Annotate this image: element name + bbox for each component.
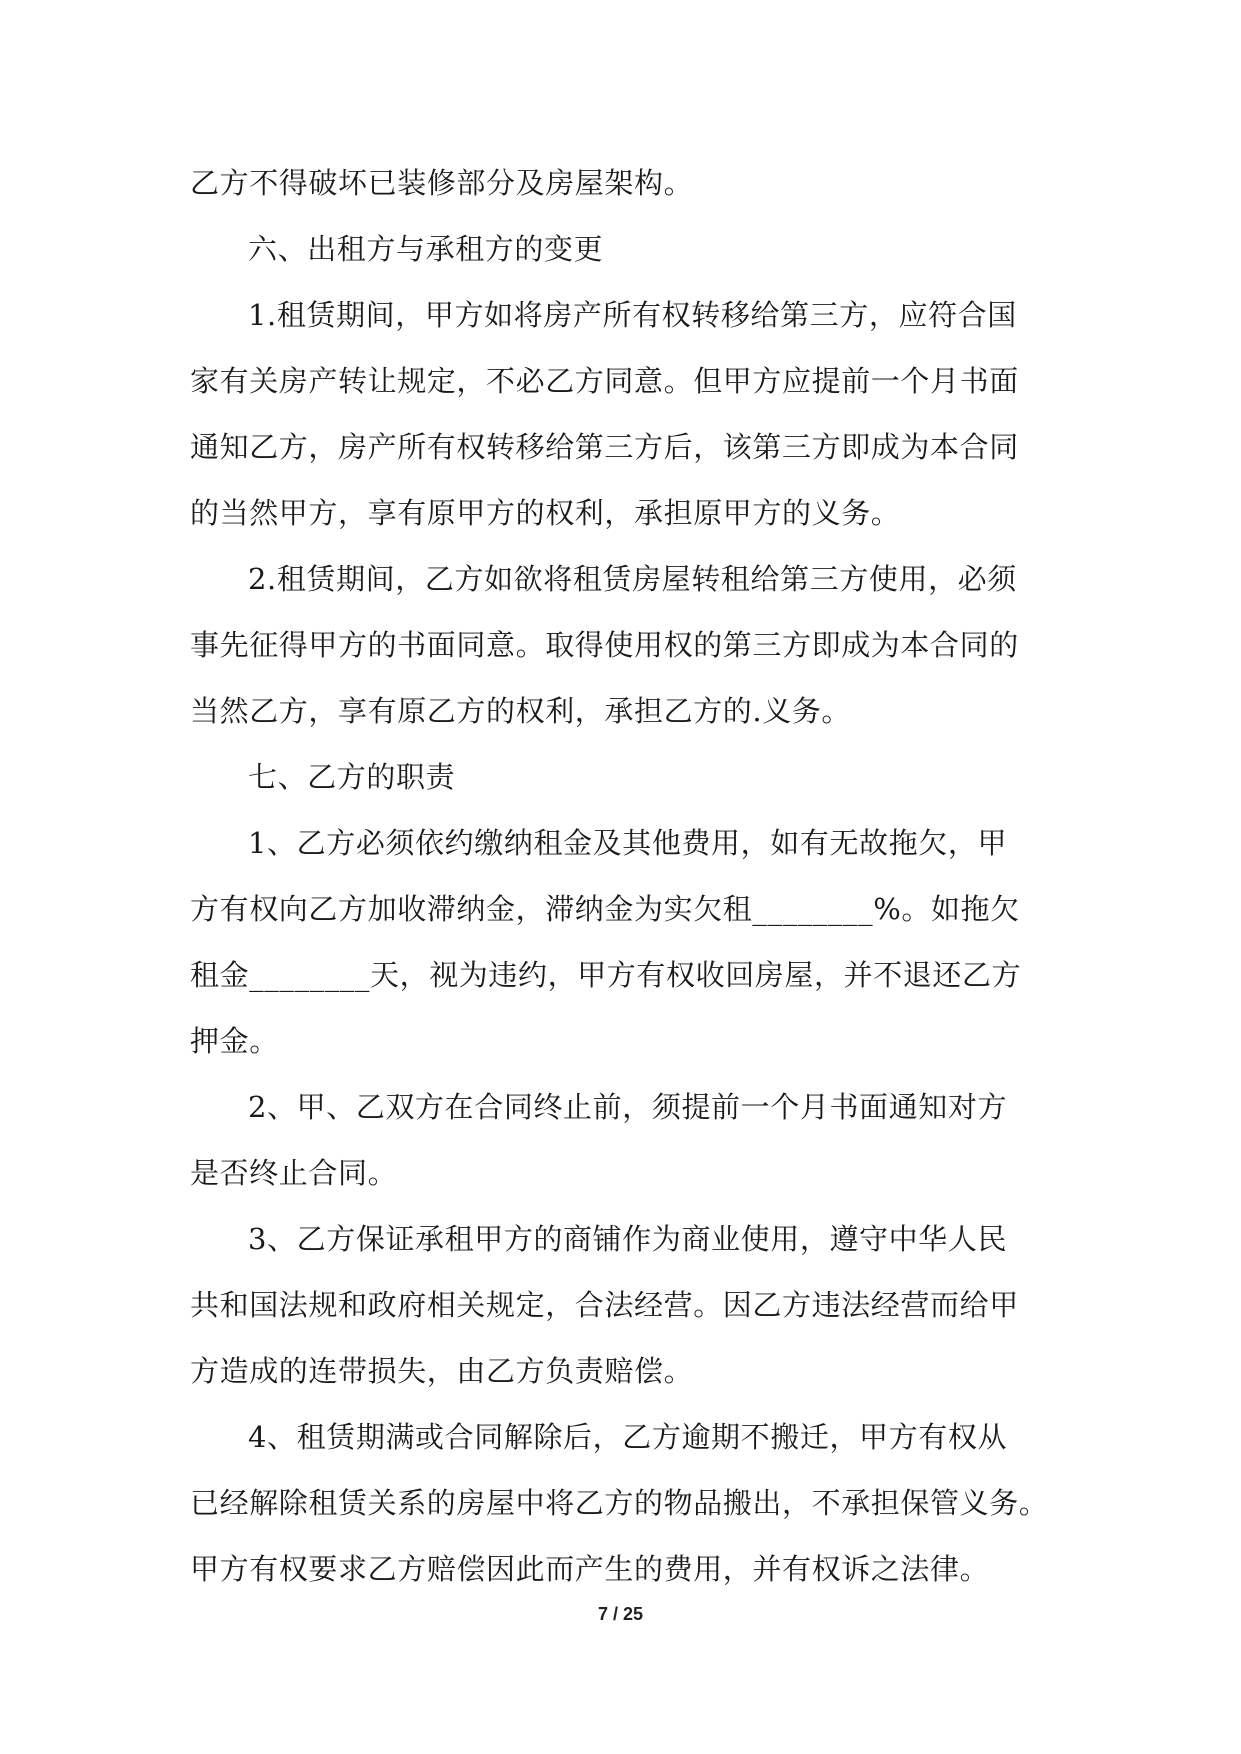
body-line: 1.租赁期间，甲方如将房产所有权转移给第三方，应符合国 xyxy=(248,298,1017,332)
body-line: 2、甲、乙双方在合同终止前，须提前一个月书面通知对方 xyxy=(248,1090,1008,1124)
body-line: 方造成的连带损失，由乙方负责赔偿。 xyxy=(190,1354,694,1388)
section-heading: 七、乙方的职责 xyxy=(248,760,456,794)
body-line: 当然乙方，享有原乙方的权利，承担乙方的.义务。 xyxy=(190,694,852,728)
body-line: 共和国法规和政府相关规定，合法经营。因乙方违法经营而给甲 xyxy=(190,1288,1019,1322)
body-line: 家有关房产转让规定，不必乙方同意。但甲方应提前一个月书面 xyxy=(190,364,1019,398)
body-line: 2.租赁期间，乙方如欲将租赁房屋转租给第三方使用，必须 xyxy=(248,562,1017,596)
document-body xyxy=(190,150,1070,1602)
body-line: 甲方有权要求乙方赔偿因此而产生的费用，并有权诉之法律。 xyxy=(190,1552,990,1586)
body-line: 租金________天，视为违约，甲方有权收回房屋，并不退还乙方 xyxy=(190,958,1022,992)
body-line: 3、乙方保证承租甲方的商铺作为商业使用，遵守中华人民 xyxy=(248,1222,1008,1256)
body-line: 1、乙方必须依约缴纳租金及其他费用，如有无故拖欠，甲 xyxy=(248,826,1008,860)
body-line: 通知乙方，房产所有权转移给第三方后，该第三方即成为本合同 xyxy=(190,430,1019,464)
body-line: 押金。 xyxy=(190,1024,279,1058)
page-number: 7 / 25 xyxy=(597,1604,644,1624)
body-line: 已经解除租赁关系的房屋中将乙方的物品搬出，不承担保管义务。 xyxy=(190,1486,1049,1520)
body-line: 的当然甲方，享有原甲方的权利，承担原甲方的义务。 xyxy=(190,496,901,530)
body-line: 是否终止合同。 xyxy=(190,1156,398,1190)
body-line: 事先征得甲方的书面同意。取得使用权的第三方即成为本合同的 xyxy=(190,628,1019,662)
body-line: 方有权向乙方加收滞纳金，滞纳金为实欠租________%。如拖欠 xyxy=(190,892,1020,926)
section-heading: 六、出租方与承租方的变更 xyxy=(248,232,604,266)
body-line: 乙方不得破坏已装修部分及房屋架构。 xyxy=(190,166,694,200)
body-line: 4、租赁期满或合同解除后，乙方逾期不搬迁，甲方有权从 xyxy=(248,1420,1008,1454)
